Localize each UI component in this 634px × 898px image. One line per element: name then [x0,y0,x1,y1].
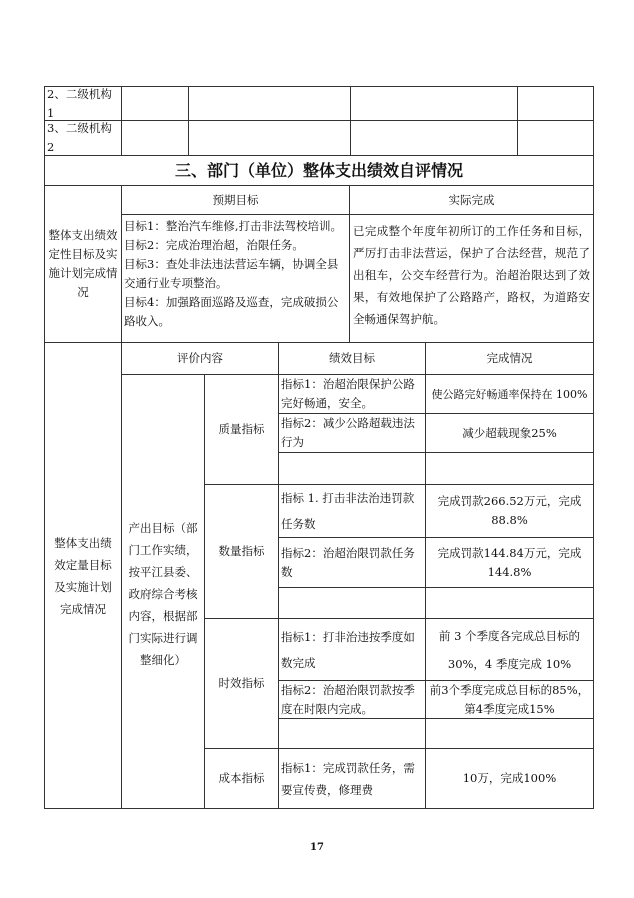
indicator-group: 时效指标 [204,618,279,749]
row-label: 2、二级机构 1 [44,86,122,121]
actual-header: 实际完成 [349,185,594,215]
target-cell: 指标1：打非治违按季度如数完成 [278,618,426,681]
actual-completion: 已完成整个年度年初所订的工作任务和目标，严厉打击非法营运，保护了合法经营，规范了出租车，公交车经营行为。治超治限达到了效果，有效地保护了公路路产，路权，为道路安全畅通保驾护航。 [349,214,594,343]
output-goal: 产出目标（部门工作实绩，按平江县委、政府综合考核内容，根据部门实际进行调整细化） [121,374,205,809]
empty-cell [278,452,426,485]
target-cell: 指标2：减少公路超载违法行为 [278,413,426,453]
header-content: 评价内容 [121,342,279,375]
result-cell: 减少超载现象25% [425,413,594,453]
empty-cell [517,86,594,121]
indicator-group: 数量指标 [204,484,279,619]
empty-cell [188,86,351,121]
goal: 目标4：加强路面巡路及巡查，完成破损公路收入。 [124,295,339,328]
target-cell: 指标2：治超治限罚款按季度在时限内完成。 [278,680,426,719]
target-cell: 指标2：治超治限罚款任务数 [278,537,426,588]
target-cell: 指标 1. 打击非法治违罚款任务数 [278,484,426,538]
empty-cell [121,120,189,156]
empty-cell [278,587,426,619]
target-cell: 指标1：完成罚款任务，需要宣传费，修理费 [278,748,426,809]
quantitative-label: 整体支出绩效定量目标及实施计划完成情况 [44,342,122,809]
goal: 目标2：完成治理治超，治限任务。 [124,238,304,252]
goal: 目标1：整治汽车维修,打击非法驾校培训。 [124,219,342,233]
result-cell: 使公路完好畅通率保持在 100% [425,374,594,414]
expected-header: 预期目标 [121,185,350,215]
page-number: 17 [310,842,324,853]
empty-cell [425,587,594,619]
empty-cell [278,718,426,749]
result-cell: 完成罚款144.84万元，完成144.8% [425,537,594,588]
result-cell: 完成罚款266.52万元，完成88.8% [425,484,594,538]
result-cell: 前 3 个季度各完成总目标的 30%，4 季度完成 10% [425,618,594,681]
result-cell: 10万，完成100% [425,748,594,809]
empty-cell [425,718,594,749]
qualitative-label: 整体支出绩效定性目标及实施计划完成情况 [44,185,122,343]
target-cell: 指标1：治超治限保护公路完好畅通，安全。 [278,374,426,414]
goal: 目标3：查处非法违法营运车辆，协调全县交通行业专项整治。 [124,257,339,290]
expected-goals [121,214,350,343]
empty-cell [425,452,594,485]
header-result: 完成情况 [425,342,594,375]
empty-cell [121,86,189,121]
section-title: 三、部门（单位）整体支出绩效自评情况 [44,155,594,186]
row-label: 3、二级机构 2 [44,120,122,156]
header-target: 绩效目标 [278,342,426,375]
result-cell: 前3个季度完成总目标的85%，第4季度完成15% [425,680,594,719]
indicator-group: 成本指标 [204,748,279,809]
indicator-group: 质量指标 [204,374,279,485]
empty-cell [188,120,351,156]
empty-cell [350,120,518,156]
empty-cell [350,86,518,121]
empty-cell [517,120,594,156]
